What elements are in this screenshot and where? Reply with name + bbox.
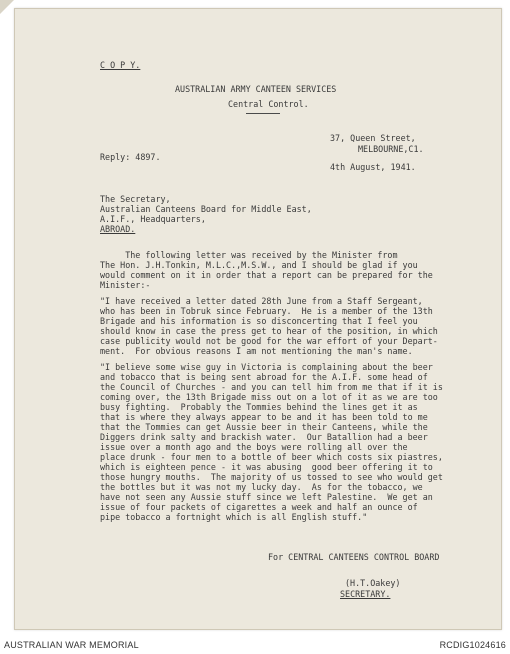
- text-line: Minister:-: [100, 280, 151, 290]
- text-line: would comment on it in order that a report can be prepared for the: [100, 270, 433, 280]
- text-line: should know in case the press get to hear of the position, in which: [100, 326, 438, 336]
- text-line: that the Tommies can get Aussie beer in their Canteens, while the: [100, 422, 428, 432]
- address-line-1: 37, Queen Street,: [330, 133, 416, 143]
- letter-date: 4th August, 1941.: [330, 162, 416, 172]
- recipient-line: The Secretary,: [100, 194, 171, 204]
- footer-institution: AUSTRALIAN WAR MEMORIAL: [4, 640, 139, 650]
- text-line: place drunk - four men to a bottle of beer which costs six piastres,: [100, 452, 443, 462]
- reply-reference: Reply: 4897.: [100, 152, 161, 162]
- copy-mark: C O P Y.: [100, 60, 141, 70]
- text-line: ment. For obvious reasons I am not mentioning the man's name.: [100, 346, 413, 356]
- text-line: pipe tobacco a fortnight which is all English stuff.": [100, 512, 368, 522]
- text-line: who has been in Tobruk since February. He is a member of the 13th: [100, 306, 433, 316]
- signatory-title: SECRETARY.: [340, 589, 391, 599]
- heading-rule: [246, 113, 280, 114]
- text-line: which is eighteen pence - it was abusing good beer offering it to: [100, 462, 433, 472]
- text-line: coming over, the 13th Brigade miss out on a lot of it as we are too: [100, 392, 438, 402]
- text-line: have not seen any Aussie stuff since we left Palestine. We get an: [100, 492, 433, 502]
- signature-for: For CENTRAL CANTEENS CONTROL BOARD: [268, 552, 440, 562]
- department-heading: Central Control.: [228, 99, 309, 109]
- page-corner-mark: [0, 0, 14, 14]
- recipient-line: A.I.F., Headquarters,: [100, 214, 206, 224]
- text-line: and tobacco that is being sent abroad for the A.I.F. some head of: [100, 372, 428, 382]
- text-line: busy fighting. Probably the Tommies behind the lines get it as: [100, 402, 418, 412]
- text-line: the bottles but it was not my lucky day. As for the tobacco, we: [100, 482, 423, 492]
- organisation-heading: AUSTRALIAN ARMY CANTEEN SERVICES: [175, 84, 337, 94]
- text-line: The Hon. J.H.Tonkin, M.L.C.,M.S.W., and I should be glad if you: [100, 260, 418, 270]
- text-line: case publicity would not be good for the war effort of your Depart-: [100, 336, 438, 346]
- recipient-line: Australian Canteens Board for Middle East,: [100, 204, 312, 214]
- text-line: those hungry mouths. The majority of us tossed to see who would get: [100, 472, 443, 482]
- text-line: Brigade and his information is so disconcerting that I feel you: [100, 316, 418, 326]
- address-line-2: MELBOURNE,C1.: [358, 144, 424, 154]
- text-line: issue of four packets of cigarettes a week and half an ounce of: [100, 502, 418, 512]
- text-line: "I believe some wise guy in Victoria is complaining about the beer: [100, 362, 433, 372]
- text-line: The following letter was received by the Minister from: [100, 250, 398, 260]
- footer-record-id: RCDIG1024616: [439, 640, 506, 650]
- recipient-line: ABROAD.: [100, 224, 136, 234]
- signatory-name: (H.T.Oakey): [345, 578, 401, 588]
- text-line: the Council of Churches - and you can tell him from me that if it is: [100, 382, 443, 392]
- text-line: that is where they always appear to be and it has been told to me: [100, 412, 428, 422]
- text-line: Diggers drink salty and brackish water. Our Batallion had a beer: [100, 432, 428, 442]
- text-line: "I have received a letter dated 28th June from a Staff Sergeant,: [100, 296, 423, 306]
- text-line: issue over a month ago and the boys were rolling all over the: [100, 442, 408, 452]
